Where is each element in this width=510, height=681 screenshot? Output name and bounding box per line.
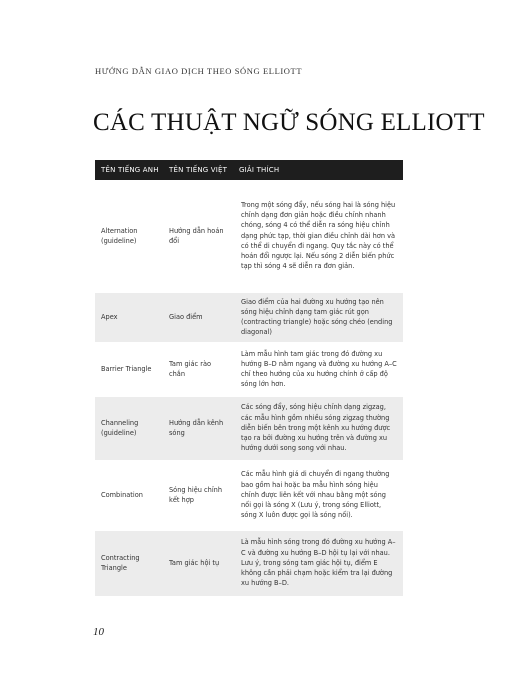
table-row <box>95 342 403 396</box>
table-row <box>95 180 403 292</box>
term-vietnamese: Tam giác rào chắn <box>163 342 233 396</box>
page-title: CÁC THUẬT NGỮ SÓNG ELLIOTT <box>93 109 485 136</box>
term-english: Apex <box>95 292 163 342</box>
terms-table <box>95 160 403 597</box>
term-vietnamese: Giao điểm <box>163 292 233 342</box>
term-explanation: Trong một sóng đẩy, nếu sóng hai là sóng hiệu chỉnh dạng đơn giản hoặc điều chỉnh nhanh chóng, sóng 4 có thể diễn ra sóng hiệu chỉnh dạng phức tạp, thời gian điều chỉnh dài hơn và có thể di chuyển đi ngang. Quy tắc này có thể hoán đổi ngược lại. Nếu sóng 2 diễn biến phức tạp thì sóng 4 sẽ diễn ra đơn giản. <box>233 180 403 292</box>
term-english: Barrier Triangle <box>95 342 163 396</box>
term-explanation: Các sóng đẩy, sóng hiệu chỉnh dạng zigzag, các mẫu hình gồm nhiều sóng zigzag thường diễn biến bên trong một kênh xu hướng được tạo ra bởi đường xu hướng trên và đường xu hướng dưới song song với nhau. <box>233 396 403 460</box>
table-row <box>95 530 403 596</box>
table-row <box>95 396 403 460</box>
term-vietnamese: Hướng dẫn hoán đổi <box>163 180 233 292</box>
term-explanation: Là mẫu hình sóng trong đó đường xu hướng A–C và đường xu hướng B–D hội tụ lại với nhau. Lưu ý, trong sóng tam giác hội tụ, điểm E không cần phải chạm hoặc kiểm tra lại đường xu hướng B–D. <box>233 530 403 596</box>
page-number: 10 <box>93 626 104 638</box>
term-vietnamese: Sóng hiệu chỉnh kết hợp <box>163 460 233 530</box>
term-english: Alternation (guideline) <box>95 180 163 292</box>
table-row <box>95 292 403 342</box>
term-vietnamese: Tam giác hội tụ <box>163 530 233 596</box>
term-vietnamese: Hướng dẫn kênh sóng <box>163 396 233 460</box>
column-header-vietnamese: TÊN TIẾNG VIỆT <box>163 160 233 180</box>
table-header <box>95 160 403 180</box>
term-explanation: Giao điểm của hai đường xu hướng tạo nên sóng hiệu chỉnh dạng tam giác rút gọn (contracting triangle) hoặc sóng chéo (ending diagonal) <box>233 292 403 342</box>
term-english: Channeling (guideline) <box>95 396 163 460</box>
term-explanation: Làm mẫu hình tam giác trong đó đường xu hướng B–D nằm ngang và đường xu hướng A–C chỉ theo hướng của xu hướng chính ở cấp độ sóng lớn hơn. <box>233 342 403 396</box>
column-header-explanation: GIẢI THÍCH <box>233 160 403 180</box>
term-english: Combination <box>95 460 163 530</box>
table-row <box>95 460 403 530</box>
term-english: Contracting Triangle <box>95 530 163 596</box>
column-header-english: TÊN TIẾNG ANH <box>95 160 163 180</box>
running-header: HƯỚNG DẪN GIAO DỊCH THEO SÓNG ELLIOTT <box>95 66 303 76</box>
term-explanation: Các mẫu hình giá di chuyển đi ngang thường bao gồm hai hoặc ba mẫu hình sóng hiệu chỉnh được liên kết với nhau bằng một sóng nối gọi là sóng X (Lưu ý, trong sóng Elliott, sóng X luôn được gọi là sóng nối). <box>233 460 403 530</box>
